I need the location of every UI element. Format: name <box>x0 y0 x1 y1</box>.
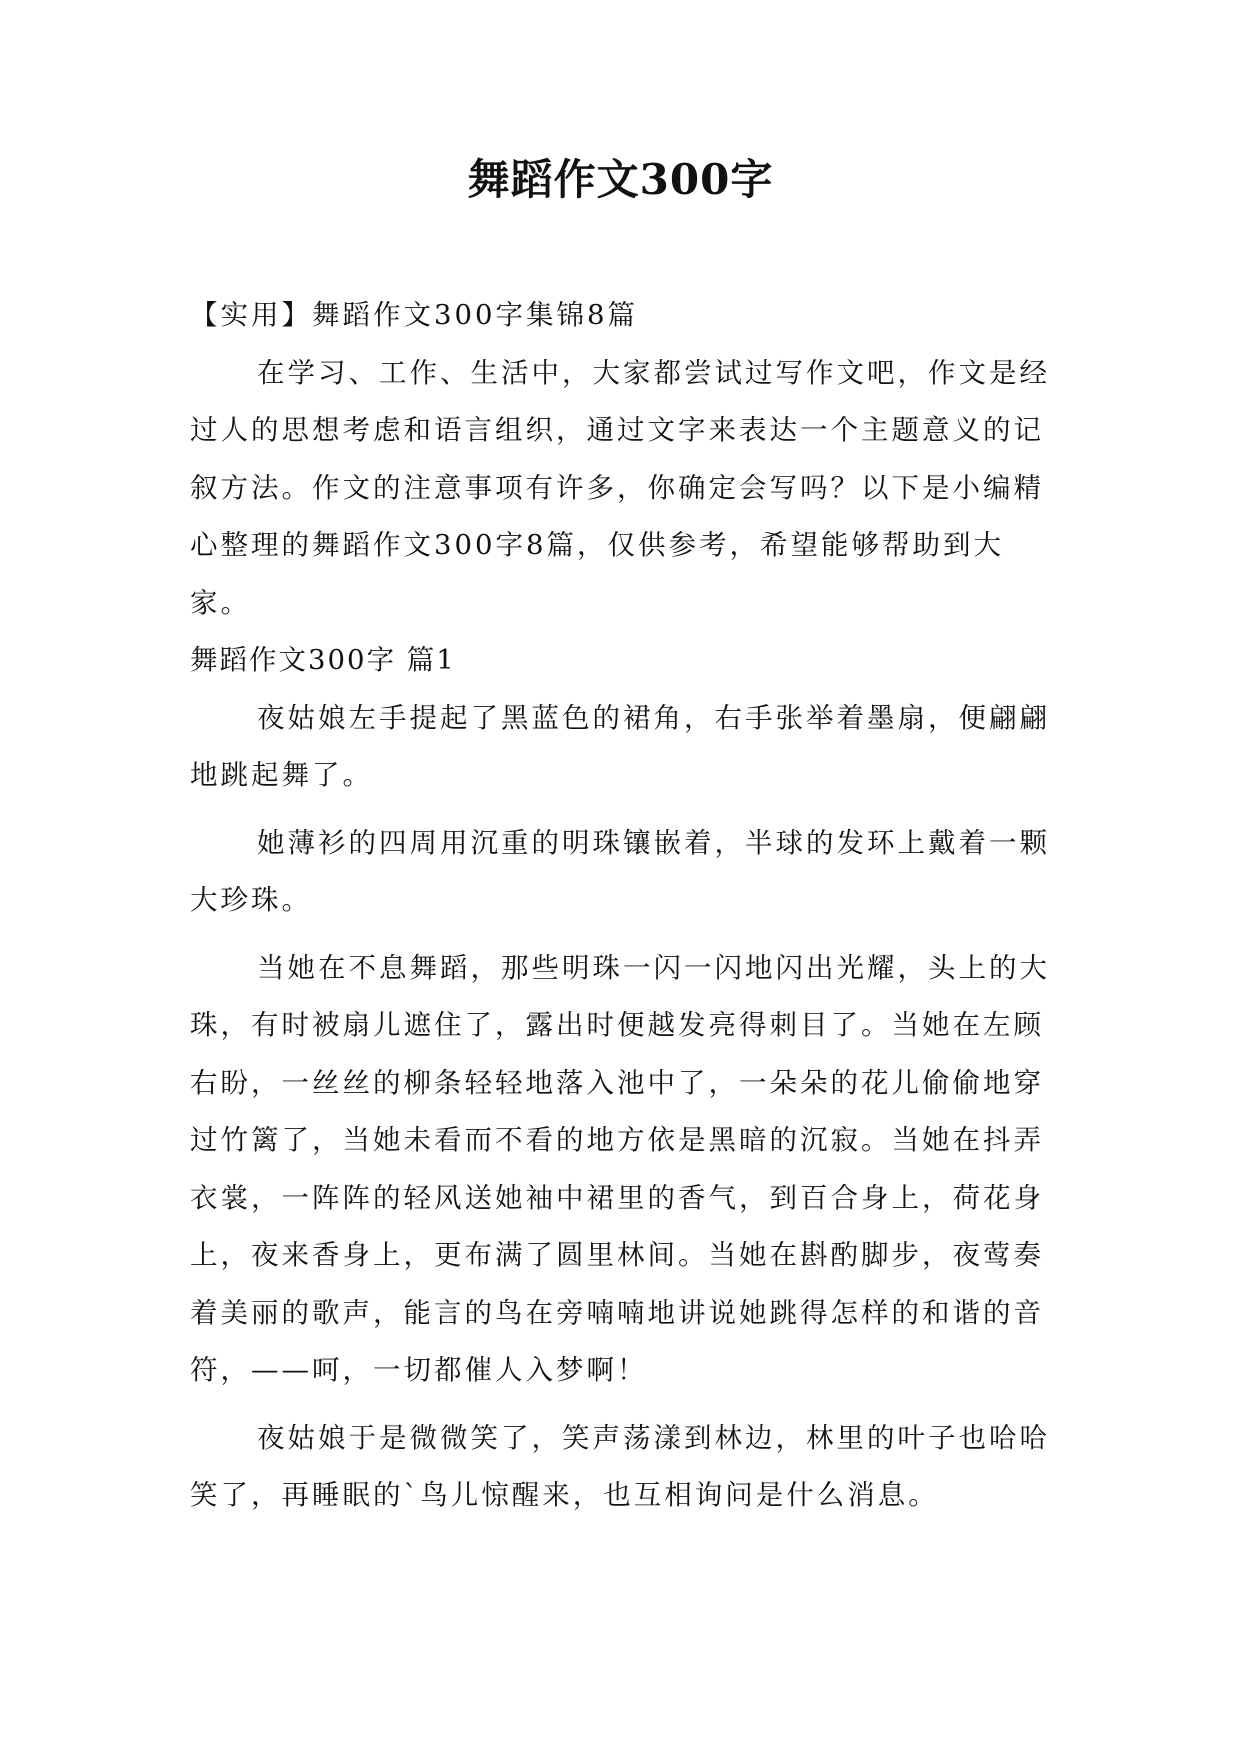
document-subtitle: 【实用】舞蹈作文300字集锦8篇 <box>190 299 638 331</box>
document-title: 舞蹈作文300字 <box>467 155 774 204</box>
paragraph: 夜姑娘左手提起了黑蓝色的裙角，右手张举着墨扇，便翩翩地跳起舞了。 <box>190 701 1050 791</box>
paragraph: 夜姑娘于是微微笑了，笑声荡漾到林边，林里的叶子也哈哈笑了，再睡眠的`鸟儿惊醒来，也互相询问是什么消息。 <box>190 1421 1050 1511</box>
paragraph: 当她在不息舞蹈，那些明珠一闪一闪地闪出光耀，头上的大珠，有时被扇儿遮住了，露出时便越发亮得刺目了。当她在左顾右盼，一丝丝的柳条轻轻地落入池中了，一朵朵的花儿偷偷地穿过竹篱了，当她未看而不看的地方依是黑暗的沉寂。当她在抖弄衣裳，一阵阵的轻风送她袖中裙里的香气，到百合身上，荷花身上，夜来香身上，更布满了圆里林间。当她在斟酌脚步，夜莺奏着美丽的歌声，能言的鸟在旁喃喃地讲说她跳得怎样的和谐的音符，——呵，一切都催人入梦啊！ <box>190 951 1050 1386</box>
intro-paragraph: 在学习、工作、生活中，大家都尝试过写作文吧，作文是经过人的思想考虑和语言组织，通过文字来表达一个主题意义的记叙方法。作文的注意事项有许多，你确定会写吗？以下是小编精心整理的舞蹈作文300字8篇，仅供参考，希望能够帮助到大家。 <box>190 356 1050 619</box>
document-body <box>190 287 1050 1525</box>
paragraph: 她薄衫的四周用沉重的明珠镶嵌着，半球的发环上戴着一颗大珍珠。 <box>190 826 1050 916</box>
section-heading: 舞蹈作文300字 篇1 <box>190 644 456 676</box>
